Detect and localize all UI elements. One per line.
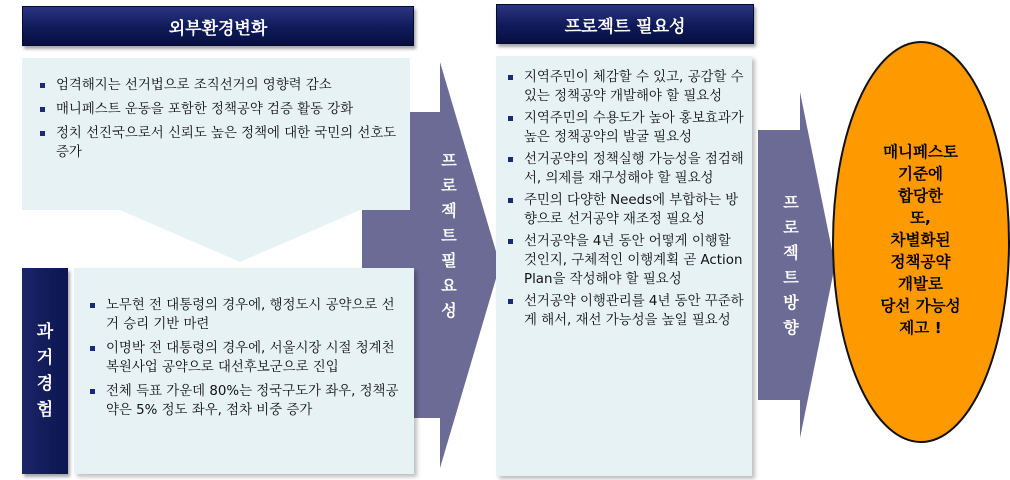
down-connector-arrow (120, 210, 360, 262)
necessity-item: 지역주민이 체감할 수 있고, 공감할 수 있는 정책공약 개발해야 할 필요성 (504, 68, 744, 106)
past-bar (22, 268, 68, 474)
past-title-char: 경 (36, 374, 54, 394)
arrow2-label (776, 190, 806, 340)
past-item: 전체 득표 가운데 80%는 정국구도가 좌우, 정책공약은 5% 정도 좌우, 점차 비중 증가 (86, 382, 404, 420)
arrow2-char: 프 (783, 193, 799, 212)
arrow1-char: 필 (441, 251, 457, 270)
necessity-panel (496, 56, 752, 476)
arrow2-char: 방 (783, 293, 799, 312)
external-item: 정치 선진국으로서 신뢰도 높은 정책에 대한 국민의 선호도 증가 (36, 124, 398, 162)
goal-line: 정책공약 (890, 253, 951, 271)
past-item: 이명박 전 대통령의 경우에, 서울시장 시절 청계천 복원사업 공약으로 대선후보군으로 진입 (86, 339, 404, 377)
external-header (22, 6, 414, 46)
external-title: 외부환경변화 (168, 18, 268, 39)
past-item: 노무현 전 대통령의 경우에, 행정도시 공약으로 선거 승리 기반 마련 (86, 296, 404, 334)
external-panel (22, 58, 410, 210)
goal-line: 차별화된 (890, 231, 951, 249)
external-item: 매니페스트 운동을 포함한 정책공약 검증 활동 강화 (36, 100, 398, 119)
arrow1-char: 로 (441, 176, 457, 195)
arrow2-char: 향 (783, 318, 799, 337)
arrow2-char: 젝 (783, 243, 799, 262)
arrow2-char: 로 (783, 218, 799, 237)
goal-line: 기준에 (898, 165, 943, 183)
past-title-char: 거 (36, 348, 54, 368)
goal-text (833, 75, 1008, 405)
necessity-header (496, 4, 754, 44)
goal-line: 당선 가능성 (880, 297, 961, 315)
goal-line: 개발로 (898, 275, 943, 293)
arrow1-char: 프 (441, 151, 457, 170)
arrow1-label (434, 148, 464, 323)
goal-line: 또, (910, 209, 931, 227)
past-list (74, 268, 414, 420)
necessity-item: 지역주민의 수용도가 높아 홍보효과가 높은 정책공약의 발굴 필요성 (504, 109, 744, 147)
goal-line: 제고 ! (899, 319, 942, 337)
necessity-title: 프로젝트 필요성 (564, 16, 686, 37)
goal-line: 합당한 (898, 187, 943, 205)
arrow1-char: 성 (441, 301, 457, 320)
necessity-item: 주민의 다양한 Needs에 부합하는 방향으로 선거공약 재조정 필요성 (504, 191, 744, 229)
arrow1-char: 트 (441, 226, 457, 245)
past-title-char: 험 (36, 400, 54, 420)
arrow1-char: 젝 (441, 201, 457, 220)
arrow2-char: 트 (783, 268, 799, 287)
external-item: 엄격해지는 선거법으로 조직선거의 영향력 감소 (36, 76, 398, 95)
necessity-list (496, 56, 752, 330)
necessity-item: 선거공약의 정책실행 가능성을 점검해서, 의제를 재구성해야 할 필요성 (504, 150, 744, 188)
external-list (22, 58, 410, 162)
arrow1-char: 요 (441, 276, 457, 295)
past-panel (74, 268, 414, 474)
past-title-char: 과 (36, 322, 54, 342)
goal-line: 매니페스토 (883, 143, 958, 161)
necessity-item: 선거공약 이행관리를 4년 동안 꾸준하게 해서, 재선 가능성을 높일 필요성 (504, 292, 744, 330)
necessity-item: 선거공약을 4년 동안 어떻게 이행할 것인지, 구체적인 이행계획 곧 Action Plan을 작성해야 할 필요성 (504, 232, 744, 289)
